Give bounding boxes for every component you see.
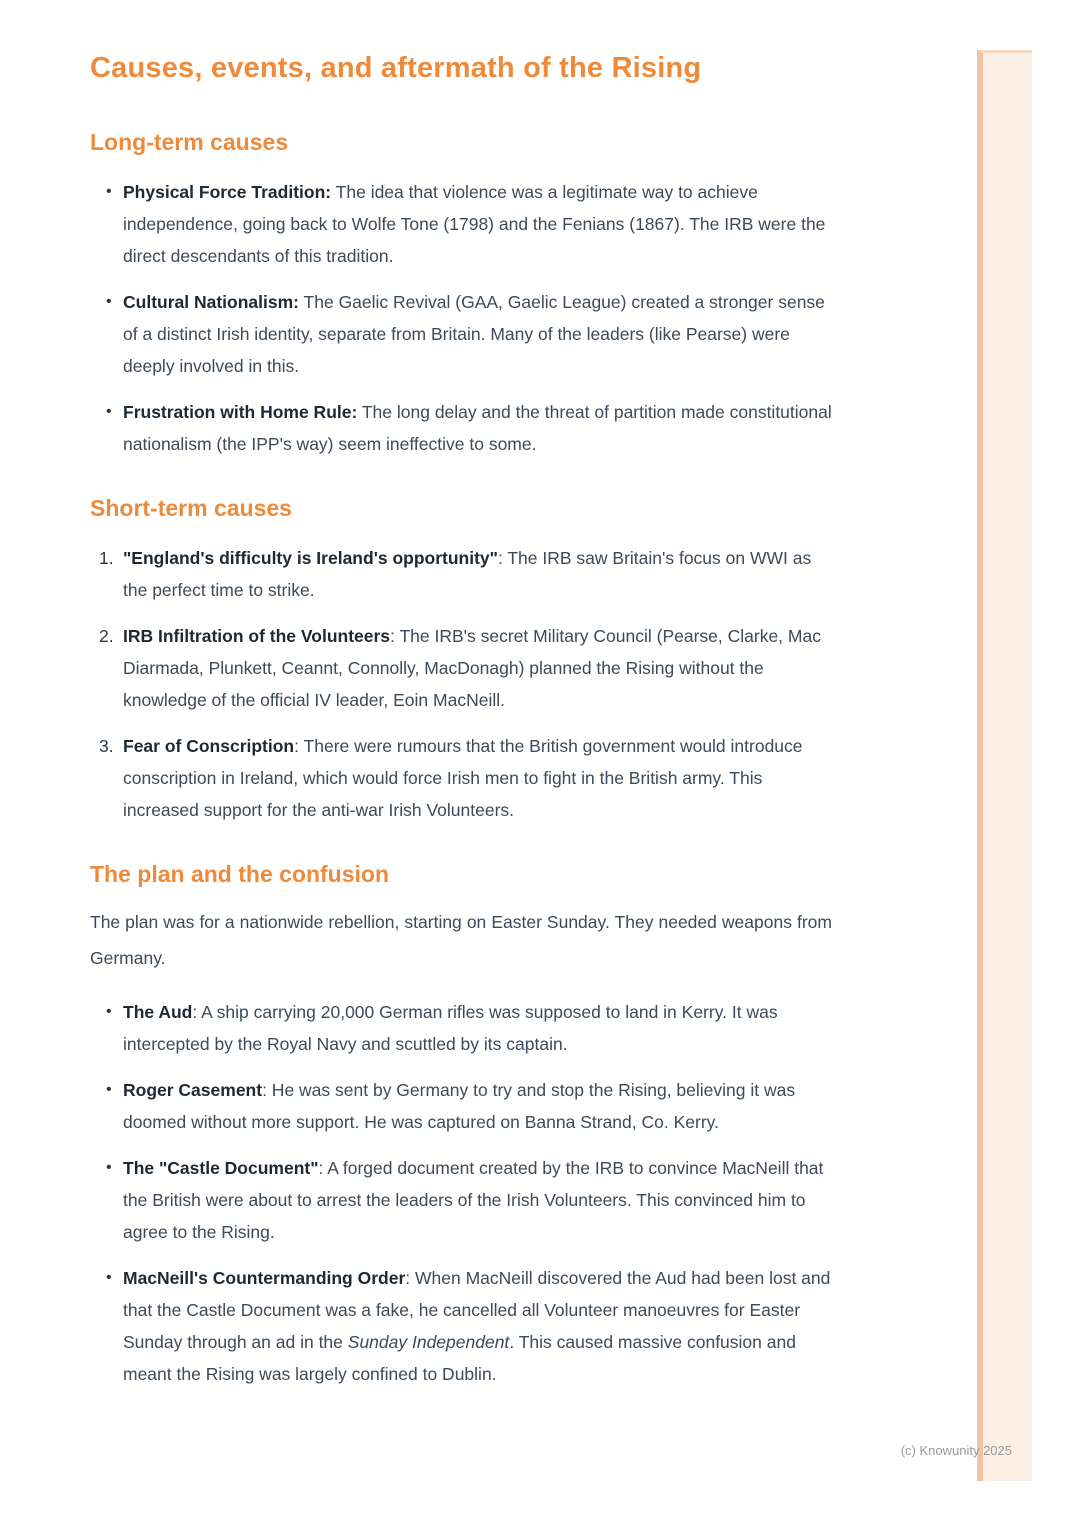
item-body-text: : A ship carrying 20,000 German rifles was supposed to land in Kerry. It was intercepted by the Royal Navy and scuttled by its captain. [123, 1002, 778, 1054]
section-heading: The plan and the confusion [90, 861, 389, 887]
item-body-text: : A forged document created by the IRB to convince MacNeill that the British were about to arrest the leaders of the Irish Volunteers. This convinced him to agree to the Rising. [123, 1158, 824, 1242]
bullet-list [90, 176, 832, 460]
item-body-text: The idea that violence was a legitimate way to achieve independence, going back to Wolfe Tone (1798) and the Fenians (1867). The IRB were the direct descendants of this tradition. [123, 182, 826, 266]
section-intro: The plan was for a nationwide rebellion, starting on Easter Sunday. They needed weapons from Germany. [90, 912, 832, 968]
item-body-text: : When MacNeill discovered the Aud had been lost and that the Castle Document was a fake, he cancelled all Volunteer manoeuvres for Easter Sunday through an ad in the [123, 1268, 831, 1352]
item-body-text: : The IRB saw Britain's focus on WWI as the perfect time to strike. [123, 548, 812, 600]
numbered-list [90, 542, 832, 826]
item-italic-text: Sunday Independent [347, 1332, 510, 1352]
list-item [123, 620, 832, 716]
item-body-text: : He was sent by Germany to try and stop the Rising, believing it was doomed without more support. He was captured on Banna Strand, Co. Kerry. [123, 1080, 796, 1132]
item-lead-text: Roger Casement [123, 1080, 263, 1100]
item-body-text: . This caused massive confusion and meant the Rising was largely confined to Dublin. [123, 1332, 796, 1384]
page-title: Causes, events, and aftermath of the Rising [90, 52, 702, 84]
copyright-footer: (c) Knowunity 2025 [900, 1443, 1012, 1458]
list-item [123, 730, 832, 826]
item-lead-text: "England's difficulty is Ireland's opportunity" [123, 548, 498, 568]
list-item [123, 1074, 832, 1138]
list-item [123, 542, 832, 606]
item-lead-text: IRB Infiltration of the Volunteers [123, 626, 391, 646]
item-lead-text: The Aud [123, 1002, 193, 1022]
item-lead-text: The "Castle Document" [123, 1158, 319, 1178]
item-lead-text: Cultural Nationalism: [123, 292, 299, 312]
item-lead-text: Frustration with Home Rule: [123, 402, 358, 422]
item-lead-text: Physical Force Tradition: [123, 182, 332, 202]
item-body-text: : There were rumours that the British government would introduce conscription in Ireland, which would force Irish men to fight in the British army. This increased support for the anti-war Irish Volunteers. [123, 736, 803, 820]
list-item [123, 1262, 832, 1390]
list-item [123, 396, 832, 460]
sections-container [90, 128, 832, 1390]
list-item [123, 176, 832, 272]
item-body-text: The long delay and the threat of partition made constitutional nationalism (the IPP's way) seem ineffective to some. [123, 402, 832, 454]
page-content [90, 0, 832, 1390]
bullet-list [90, 996, 832, 1390]
list-item [123, 286, 832, 382]
item-lead-text: Fear of Conscription [123, 736, 295, 756]
list-item [123, 996, 832, 1060]
decorative-right-stripe [977, 50, 1032, 1481]
section-heading: Short-term causes [90, 495, 292, 521]
section-heading: Long-term causes [90, 129, 289, 155]
list-item [123, 1152, 832, 1248]
item-body-text: : The IRB's secret Military Council (Pearse, Clarke, Mac Diarmada, Plunkett, Ceannt, Connolly, MacDonagh) planned the Rising without the knowledge of the official IV leader, Eoin MacNeill. [123, 626, 821, 710]
item-body-text: The Gaelic Revival (GAA, Gaelic League) created a stronger sense of a distinct Irish identity, separate from Britain. Many of the leaders (like Pearse) were deeply involved in this. [123, 292, 825, 376]
item-lead-text: MacNeill's Countermanding Order [123, 1268, 406, 1288]
